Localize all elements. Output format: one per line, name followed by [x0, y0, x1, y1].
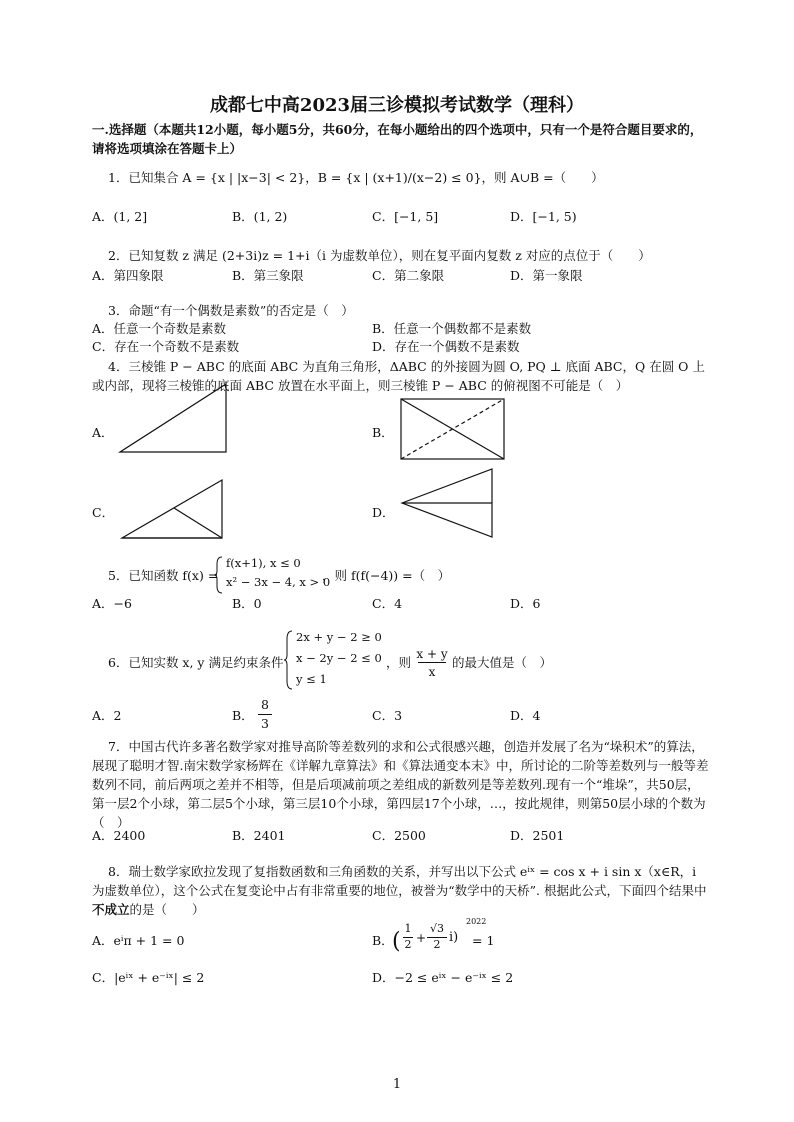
q6-fraction-bar [418, 662, 446, 663]
q6-fraction-denominator: x [428, 665, 436, 679]
q3-option-b: B．任意一个偶数都不是素数 [372, 321, 532, 336]
q8-text-bold: 不成立 [92, 902, 130, 917]
q2-option-a: A．第四象限 [92, 268, 164, 283]
q8-option-b-exponent: 2022 [466, 917, 487, 926]
q4-option-d: D． [372, 505, 395, 520]
q6-option-d: D．4 [510, 708, 541, 723]
q6-option-b: B． [232, 708, 254, 723]
q8-option-b-i-paren: i) [449, 930, 459, 945]
section-heading: 一.选择题（本题共12小题，每小题5分，共60分，在每小题给出的四个选项中，只有一个是符合题目要求的，请将选项填涂在答题卡上） [92, 122, 703, 156]
q6-brace [284, 630, 294, 690]
q2-option-c: C．第二象限 [372, 268, 445, 283]
q3-stem: 3．命题“有一个偶数是素数”的否定是（ ） [108, 303, 354, 318]
q8-text-before: 8．瑞士数学家欧拉发现了复指数函数和三角函数的关系，并写出以下公式 eⁱˣ = cos x + i sin x（x∈R，i 为虚数单位），这个公式在复变论中占有非常重要的地位，被誉为“数学中的天桥”. 根据此公式，下面四个结果中 [92, 864, 707, 898]
q6-option-b-denominator: 3 [261, 716, 269, 731]
q6-option-c: C．3 [372, 708, 403, 723]
q8-option-a: A．eⁱπ + 1 = 0 [92, 933, 185, 948]
q6-option-a: A．2 [92, 708, 122, 723]
q5-option-a: A．−6 [92, 596, 132, 611]
q8-stem [92, 862, 712, 919]
q5-stem-prefix: 5．已知函数 f(x) = [108, 568, 219, 583]
q6-option-b-bar [258, 714, 272, 715]
q1-option-a: A．(1, 2] [92, 209, 148, 224]
q4-option-c: C． [92, 505, 115, 520]
q6-stem-prefix: 6．已知实数 x, y 满足约束条件 [108, 655, 284, 670]
q8-option-b-rhs: = 1 [472, 933, 495, 948]
q4-figure-d [400, 467, 494, 539]
q8-option-b: B． [372, 933, 394, 948]
q3-option-d: D．存在一个偶数不是素数 [372, 339, 520, 354]
q2-option-d: D．第一象限 [510, 268, 583, 283]
page-title: 成都七中高2023届三诊模拟考试数学（理科） [209, 95, 585, 116]
q6-fraction-numerator: x + y [416, 647, 448, 661]
q4-stem: 4．三棱锥 P − ABC 的底面 ABC 为直角三角形，ΔABC 的外接圆为圆 O, PQ ⊥ 底面 ABC，Q 在圆 O 上或内部，现将三棱锥的底面 ABC 放置在水平面上，则三棱锥 P − ABC 的俯视图不可能是（ ） [92, 359, 705, 393]
q2-option-b: B．第三象限 [232, 268, 304, 283]
q5-option-b: B．0 [232, 596, 262, 611]
q1-option-d: D．[−1, 5) [510, 209, 577, 224]
q5-option-c: C．4 [372, 596, 403, 611]
q5-option-d: D．6 [510, 596, 541, 611]
q8-option-b-frac2-den: 2 [433, 938, 441, 951]
q4-option-b: B． [372, 425, 394, 440]
q6-constraint-3: y ≤ 1 [296, 672, 327, 686]
q7-stem: 7．中国古代许多著名数学家对推导高阶等差数列的求和公式很感兴趣，创造并发展了名为“垛积术”的算法，展现了聪明才智.南宋数学家杨辉在《详解九章算法》和《算法通变本末》中，所讨论的二阶等差数列与一般等差数列不同，前后两项之差并不相等，但是后项减前项之差组成的新数列是等差数列.现有一个“堆垛”，共50层，第一层2个小球，第二层5个小球，第三层10个小球，第四层17个小球，…，按此规律，则第50层小球的个数为（ ） [92, 739, 709, 830]
q5-case-1: f(x+1), x ≤ 0 [226, 556, 301, 570]
q8-option-b-left-paren: ( [392, 929, 401, 954]
q5-case-2: x² − 3x − 4, x > 0 [226, 575, 331, 589]
q6-constraint-1: 2x + y − 2 ≥ 0 [296, 630, 382, 644]
q8-option-b-plus: + [416, 931, 427, 945]
q7-option-c: C．2500 [372, 828, 426, 843]
q6-stem-mid: ，则 [386, 655, 412, 670]
q4-option-a: A． [92, 425, 114, 440]
q5-brace [214, 556, 224, 594]
q4-figure-c [120, 478, 226, 540]
q5-stem-suffix: ，则 f(f(−4)) =（ ） [322, 568, 451, 583]
q7-option-b: B．2401 [232, 828, 286, 843]
q2-stem: 2．已知复数 z 满足 (2+3i)z = 1+i（i 为虚数单位），则在复平面内复数 z 对应的点位于（ ） [108, 248, 651, 263]
q6-stem-suffix: 的最大值是（ ） [452, 655, 553, 670]
page-number: 1 [392, 1077, 402, 1092]
q1-stem: 1．已知集合 A = {x | |x−3| < 2}，B = {x | (x+1)/(x−2) ≤ 0}，则 A∪B =（ ） [108, 170, 604, 185]
q1-option-c: C．[−1, 5] [372, 209, 439, 224]
q8-option-b-frac2-num: √3 [429, 922, 444, 935]
q3-option-c: C．存在一个奇数不是素数 [92, 339, 240, 354]
q6-constraint-2: x − 2y − 2 ≤ 0 [296, 651, 382, 665]
q7-option-a: A．2400 [92, 828, 146, 843]
q7-option-d: D．2501 [510, 828, 565, 843]
q8-option-b-frac1-num: 1 [404, 922, 412, 935]
q8-option-d: D．−2 ≤ eⁱˣ − e⁻ⁱˣ ≤ 2 [372, 970, 514, 985]
q6-option-b-numerator: 8 [261, 697, 269, 712]
q8-option-c: C．|eⁱˣ + e⁻ⁱˣ| ≤ 2 [92, 970, 205, 985]
q1-option-b: B．(1, 2) [232, 209, 288, 224]
q8-option-b-frac1-den: 2 [404, 938, 412, 951]
q4-figure-a [118, 382, 228, 454]
q3-option-a: A．任意一个奇数是素数 [92, 321, 227, 336]
q8-text-after: 的是（ ） [129, 902, 205, 917]
q4-figure-b [400, 398, 506, 462]
